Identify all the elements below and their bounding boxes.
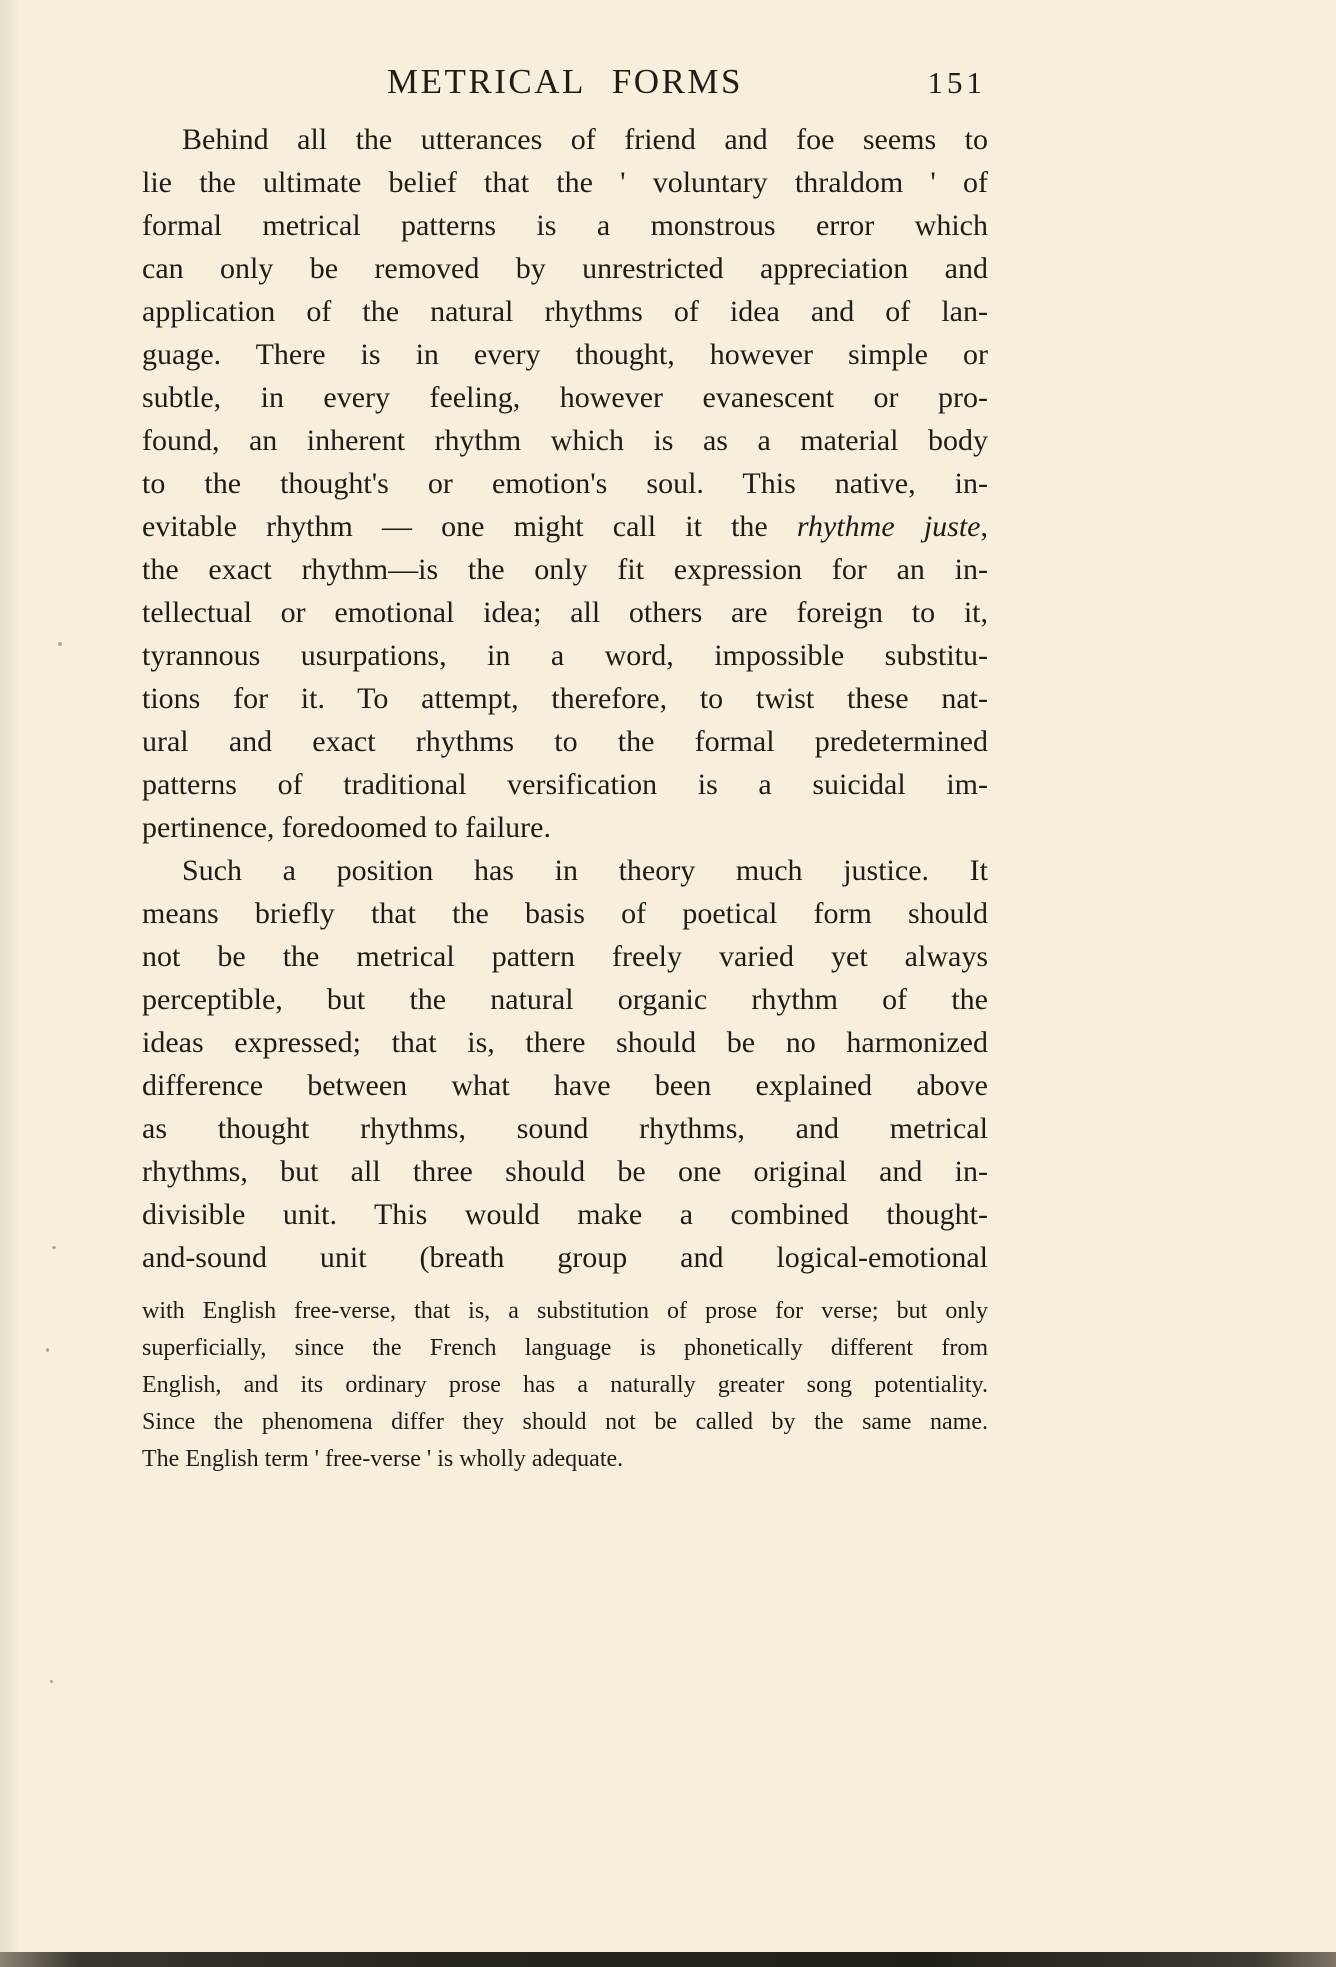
text-segment: Such a position has in theory much justice. It <box>182 854 988 887</box>
text-segment: Since the phenomena differ they should not be called by the same name. <box>142 1409 988 1435</box>
body-line <box>142 333 988 376</box>
footnote-line <box>142 1330 988 1367</box>
body-line <box>142 548 988 591</box>
footnote-line <box>142 1441 988 1478</box>
body-line <box>142 1150 988 1193</box>
text-segment: guage. There is in every thought, however simple or <box>142 338 988 371</box>
text-segment: subtle, in every feeling, however evanescent or pro- <box>142 381 988 414</box>
text-segment: English, and its ordinary prose has a naturally greater song potentiality. <box>142 1372 988 1398</box>
italic-phrase: rhythme juste <box>796 510 981 543</box>
scan-speck <box>58 642 62 646</box>
body-text <box>142 118 988 1279</box>
body-line <box>142 1064 988 1107</box>
footnote <box>142 1293 988 1478</box>
text-segment: divisible unit. This would make a combined thought- <box>142 1198 988 1231</box>
text-segment: not be the metrical pattern freely varied yet always <box>142 940 988 973</box>
text-segment: lie the ultimate belief that the ' voluntary thraldom ' of <box>142 166 988 199</box>
body-line <box>142 849 988 892</box>
scan-bottom-edge <box>0 1952 1336 1967</box>
paragraph <box>142 849 988 1279</box>
body-line <box>142 1021 988 1064</box>
running-title: METRICAL FORMS <box>386 62 743 101</box>
text-segment: as thought rhythms, sound rhythms, and metrical <box>142 1112 988 1145</box>
text-segment: means briefly that the basis of poetical form should <box>142 897 988 930</box>
body-line <box>142 806 988 849</box>
text-segment: pertinence, foredoomed to failure. <box>142 811 551 844</box>
text-segment: found, an inherent rhythm which is as a material body <box>142 424 988 457</box>
body-line <box>142 1193 988 1236</box>
text-segment: formal metrical patterns is a monstrous error which <box>142 209 988 242</box>
text-segment: application of the natural rhythms of idea and of lan- <box>142 295 988 328</box>
body-line <box>142 204 988 247</box>
footnote-line <box>142 1404 988 1441</box>
body-line <box>142 161 988 204</box>
footnote-line <box>142 1293 988 1330</box>
body-line <box>142 591 988 634</box>
body-line <box>142 462 988 505</box>
body-line <box>142 935 988 978</box>
text-segment: The English term ' free-verse ' is wholly adequate. <box>142 1446 624 1472</box>
text-segment: evitable rhythm — one might call it the <box>142 510 797 543</box>
body-line <box>142 505 988 548</box>
body-line <box>142 978 988 1021</box>
text-segment: the exact rhythm—is the only fit expression for an in- <box>142 553 988 586</box>
text-segment: rhythms, but all three should be one original and in- <box>142 1155 988 1188</box>
body-line <box>142 763 988 806</box>
text-segment: difference between what have been explained above <box>142 1069 988 1102</box>
body-line <box>142 720 988 763</box>
body-line <box>142 1236 988 1279</box>
text-segment: superficially, since the French language is phonetically different from <box>142 1335 988 1361</box>
text-segment: tyrannous usurpations, in a word, impossible substitu- <box>142 639 988 672</box>
scan-speck <box>50 1680 53 1683</box>
body-line <box>142 677 988 720</box>
scan-speck <box>52 1246 56 1249</box>
footnote-line <box>142 1367 988 1404</box>
text-segment: tellectual or emotional idea; all others are foreign to it, <box>142 596 988 629</box>
text-segment: perceptible, but the natural organic rhythm of the <box>142 983 988 1016</box>
body-line <box>142 118 988 161</box>
text-segment: can only be removed by unrestricted appreciation and <box>142 252 988 285</box>
page-header <box>142 62 988 110</box>
text-segment: tions for it. To attempt, therefore, to twist these nat- <box>142 682 988 715</box>
text-segment: Behind all the utterances of friend and foe seems to <box>182 123 988 156</box>
text-segment: ideas expressed; that is, there should be no harmonized <box>142 1026 988 1059</box>
scan-left-edge-shadow <box>0 0 20 1967</box>
text-segment: with English free-verse, that is, a substitution of prose for verse; but only <box>142 1298 988 1324</box>
body-line <box>142 247 988 290</box>
text-segment: ural and exact rhythms to the formal predetermined <box>142 725 988 758</box>
body-line <box>142 892 988 935</box>
body-line <box>142 419 988 462</box>
body-line <box>142 290 988 333</box>
text-segment: and-sound unit (breath group and logical-emotional <box>142 1241 988 1274</box>
text-segment: to the thought's or emotion's soul. This native, in- <box>142 467 988 500</box>
scan-speck <box>46 1348 49 1352</box>
book-page <box>142 0 988 1478</box>
body-line <box>142 376 988 419</box>
body-line <box>142 1107 988 1150</box>
paragraph <box>142 118 988 849</box>
text-segment: , <box>980 510 988 543</box>
page-number: 151 <box>927 65 986 100</box>
body-line <box>142 634 988 677</box>
text-segment: patterns of traditional versification is a suicidal im- <box>142 768 988 801</box>
